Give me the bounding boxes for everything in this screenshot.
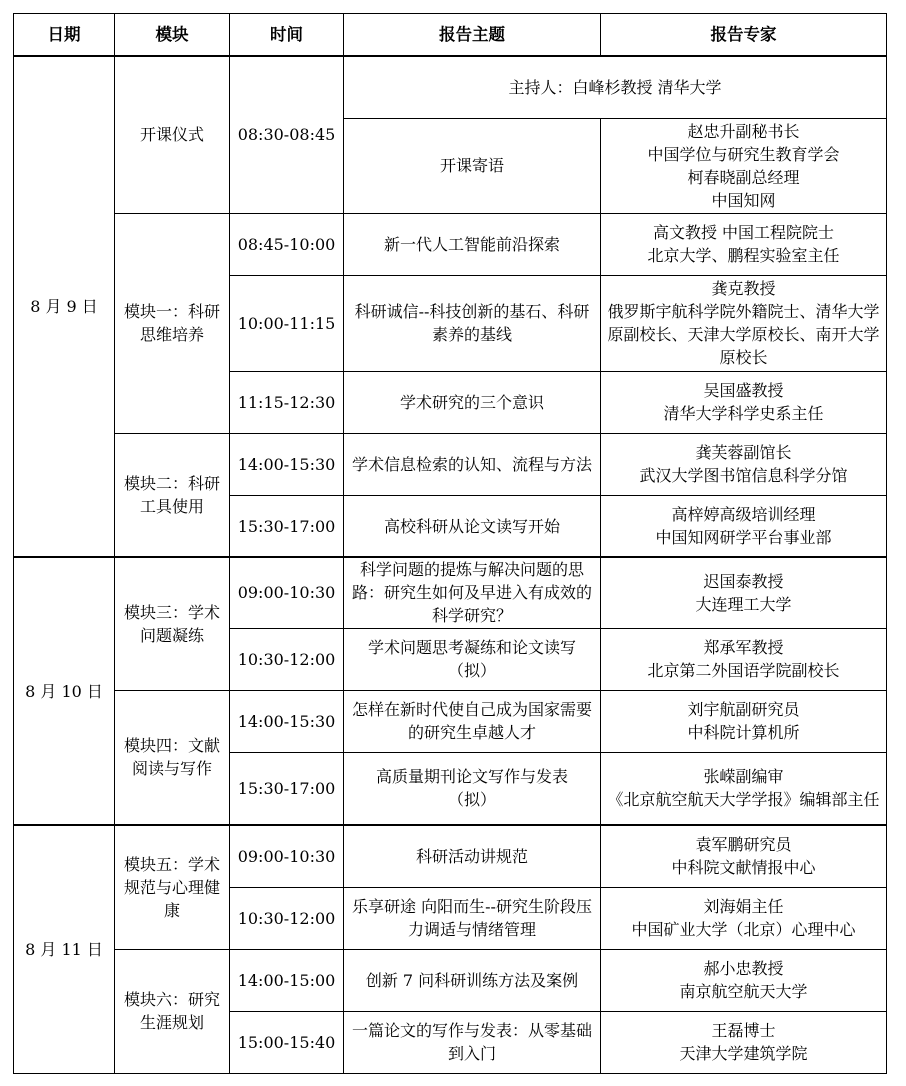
header-row [14,14,887,57]
module-name: 模块四：文献阅读与写作 [115,690,230,825]
session-expert: 张嵘副编审 《北京航空航天大学学报》编辑部主任 [601,752,887,825]
session-expert: 郝小忠教授 南京航空航天大学 [601,949,887,1011]
session-time: 14:00-15:00 [230,949,344,1011]
session-topic: 学术问题思考凝练和论文读写 （拟） [344,628,601,690]
session-topic: 学术信息检索的认知、流程与方法 [344,433,601,495]
session-expert: 郑承军教授 北京第二外国语学院副校长 [601,628,887,690]
module-name: 开课仪式 [115,56,230,213]
session-expert: 龚克教授 俄罗斯宇航科学院外籍院士、清华大学原副校长、天津大学原校长、南开大学原校长 [601,275,887,371]
header-topic: 报告主题 [344,14,601,57]
host-line: 主持人：白峰杉教授 清华大学 [344,56,887,118]
session-time: 09:00-10:30 [230,825,344,887]
header-time: 时间 [230,14,344,57]
session-time: 15:30-17:00 [230,495,344,557]
session-topic: 开课寄语 [344,118,601,213]
table-row [14,690,887,752]
session-expert: 高文教授 中国工程院院士 北京大学、鹏程实验室主任 [601,213,887,275]
session-time: 14:00-15:30 [230,433,344,495]
session-topic: 创新 7 问科研训练方法及案例 [344,949,601,1011]
module-name: 模块二：科研工具使用 [115,433,230,557]
session-time: 10:00-11:15 [230,275,344,371]
header-expert: 报告专家 [601,14,887,57]
session-expert: 王磊博士 天津大学建筑学院 [601,1011,887,1073]
session-topic: 科学问题的提炼与解决问题的思路：研究生如何及早进入有成效的科学研究？ [344,557,601,628]
session-time: 15:00-15:40 [230,1011,344,1073]
session-time: 14:00-15:30 [230,690,344,752]
session-time: 11:15-12:30 [230,371,344,433]
module-name: 模块一：科研思维培养 [115,213,230,433]
session-expert: 高梓婷高级培训经理 中国知网研学平台事业部 [601,495,887,557]
schedule-table [13,13,887,1074]
session-expert: 龚芙蓉副馆长 武汉大学图书馆信息科学分馆 [601,433,887,495]
table-row [14,213,887,275]
session-time: 15:30-17:00 [230,752,344,825]
session-topic: 学术研究的三个意识 [344,371,601,433]
session-time: 08:45-10:00 [230,213,344,275]
module-name: 模块五：学术规范与心理健康 [115,825,230,949]
session-topic: 科研活动讲规范 [344,825,601,887]
session-topic: 高质量期刊论文写作与发表 （拟） [344,752,601,825]
session-topic: 科研诚信--科技创新的基石、科研素养的基线 [344,275,601,371]
table-row [14,433,887,495]
header-module: 模块 [115,14,230,57]
session-expert: 刘宇航副研究员 中科院计算机所 [601,690,887,752]
session-time: 10:30-12:00 [230,628,344,690]
session-expert: 赵忠升副秘书长 中国学位与研究生教育学会 柯春晓副总经理 中国知网 [601,118,887,213]
session-expert: 刘海娟主任 中国矿业大学（北京）心理中心 [601,887,887,949]
module-name: 模块三：学术问题凝练 [115,557,230,690]
session-time: 10:30-12:00 [230,887,344,949]
module-name: 模块六：研究生涯规划 [115,949,230,1073]
day-date: 8 月 11 日 [14,825,115,1073]
session-topic: 新一代人工智能前沿探索 [344,213,601,275]
session-topic: 怎样在新时代使自己成为国家需要的研究生卓越人才 [344,690,601,752]
day-date: 8 月 10 日 [14,557,115,825]
session-expert: 吴国盛教授 清华大学科学史系主任 [601,371,887,433]
session-topic: 一篇论文的写作与发表：从零基础到入门 [344,1011,601,1073]
session-expert: 袁军鹏研究员 中科院文献情报中心 [601,825,887,887]
session-topic: 乐享研途 向阳而生--研究生阶段压力调适与情绪管理 [344,887,601,949]
table-row [14,56,887,118]
session-time: 08:30-08:45 [230,56,344,213]
header-date: 日期 [14,14,115,57]
session-topic: 高校科研从论文读写开始 [344,495,601,557]
table-row [14,949,887,1011]
session-expert: 迟国泰教授 大连理工大学 [601,557,887,628]
session-time: 09:00-10:30 [230,557,344,628]
day-date: 8 月 9 日 [14,56,115,557]
table-row [14,825,887,887]
table-row [14,557,887,628]
